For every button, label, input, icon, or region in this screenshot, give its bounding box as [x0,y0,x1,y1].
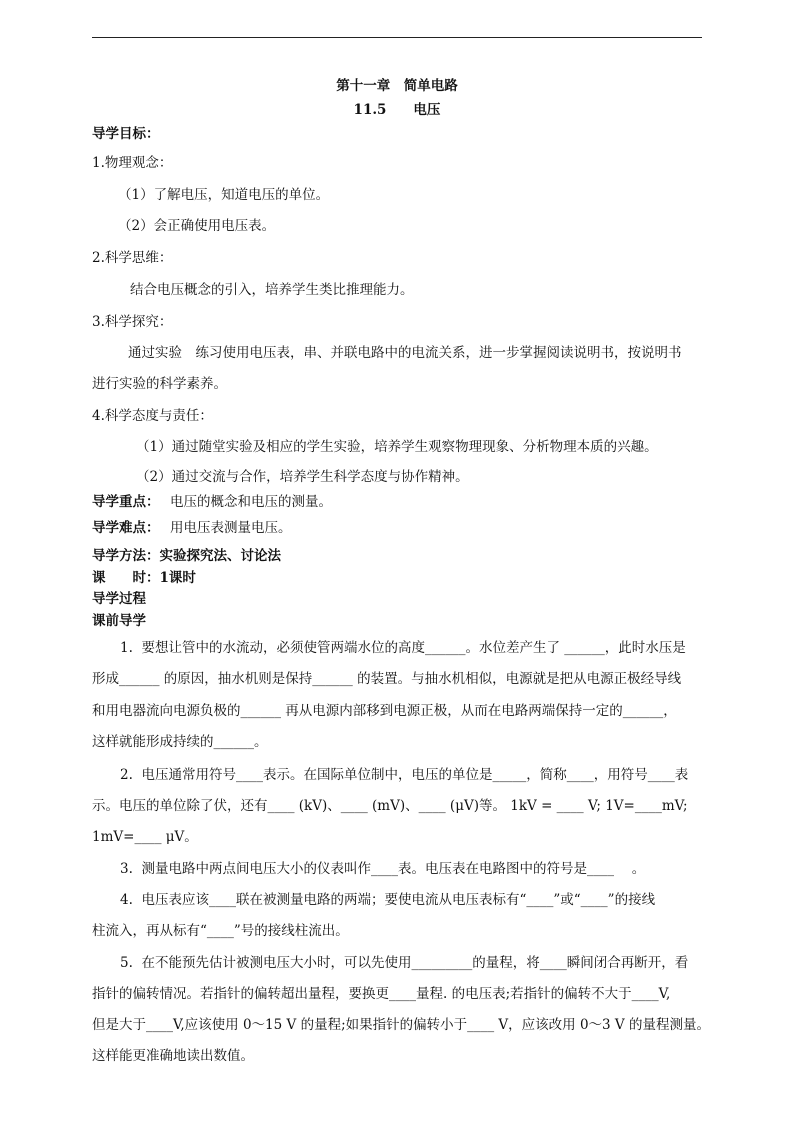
key-point-label: 导学重点： [92,494,160,510]
goals-heading: 导学目标： [92,126,160,142]
goal-4-heading: 4.科学态度与责任： [92,408,213,424]
chapter-title: 第十一章 简单电路 [336,78,458,94]
q2-line-1: 2. 电压通常用符号____表示。在国际单位制中，电压的单位是_____，简称____，用符号____表 [120,767,689,783]
pre-class-heading: 课前导学 [92,613,146,629]
q1-line-2: 形成______ 的原因，抽水机则是保持______ 的装置。与抽水机相似，电源就是把从电源正极经导线 [92,671,682,687]
q4-line-1: 4. 电压表应该____联在被测量电路的两端；要使电流从电压表标有“____”或“____”的接线 [120,892,656,908]
goal-3-text-2: 进行实验的科学素养。 [92,376,227,392]
goal-4-item-1: （1）通过随堂实验及相应的学生实验，培养学生观察物理现象、分析物理本质的兴趣。 [136,439,658,455]
goal-1-item-2: （2）会正确使用电压表。 [118,218,276,234]
q1-line-4: 这样就能形成持续的______。 [92,734,268,750]
header-rule [92,37,702,38]
q1-line-1: 1. 要想让管中的水流动，必须使管两端水位的高度______。水位差产生了 ______，此时水压是 [120,640,686,656]
key-point-text: 电压的概念和电压的测量。 [170,494,332,510]
method-line: 导学方法：实验探究法、讨论法 [92,548,281,564]
q5-line-3: 但是大于____V,应该使用 0～15 V 的量程;如果指针的偏转小于____ V，应该改用 0～3 V 的量程测量。 [92,1017,710,1033]
q3-line-1: 3. 测量电路中两点间电压大小的仪表叫作____表。电压表在电路图中的符号是____ 。 [120,861,646,877]
q4-line-2: 柱流入，再从标有“____”号的接线柱流出。 [92,923,349,939]
q5-line-4: 这样能更准确地读出数值。 [92,1048,254,1064]
q5-line-2: 指针的偏转情况。若指针的偏转超出量程，要换更____量程. 的电压表;若指针的偏转不大于____V, [92,986,671,1002]
goal-1-heading: 1.物理观念： [92,155,173,171]
goal-1-item-1: （1）了解电压，知道电压的单位。 [118,187,330,203]
difficulty-label: 导学难点： [92,520,160,536]
goal-3-heading: 3.科学探究： [92,314,173,330]
q5-line-1: 5. 在不能预先估计被测电压大小时，可以先使用_________的量程，将____瞬间闭合再断开，看 [120,955,689,971]
goal-4-item-2: （2）通过交流与合作，培养学生科学态度与协作精神。 [136,469,469,485]
goal-3-text-1: 通过实验 练习使用电压表，串、并联电路中的电流关系，进一步掌握阅读说明书，按说明书 [128,345,682,361]
q1-line-3: 和用电器流向电源负极的______ 再从电源内部移到电源正极，从而在电路两端保持一定的______， [92,703,677,719]
periods-line: 课 时：1课时 [92,570,196,586]
goal-2-heading: 2.科学思维： [92,250,173,266]
process-heading: 导学过程 [92,591,146,607]
goal-2-text: 结合电压概念的引入，培养学生类比推理能力。 [130,282,414,298]
difficulty-text: 用电压表测量电压。 [170,520,292,536]
section-title: 11.5 电压 [353,102,441,118]
q2-line-3: 1mV=____ μV。 [92,829,198,845]
q2-line-2: 示。电压的单位除了伏，还有____ (kV)、____ (mV)、____ (μV)等。 1kV = ____ V; 1V=____mV; [92,798,688,814]
